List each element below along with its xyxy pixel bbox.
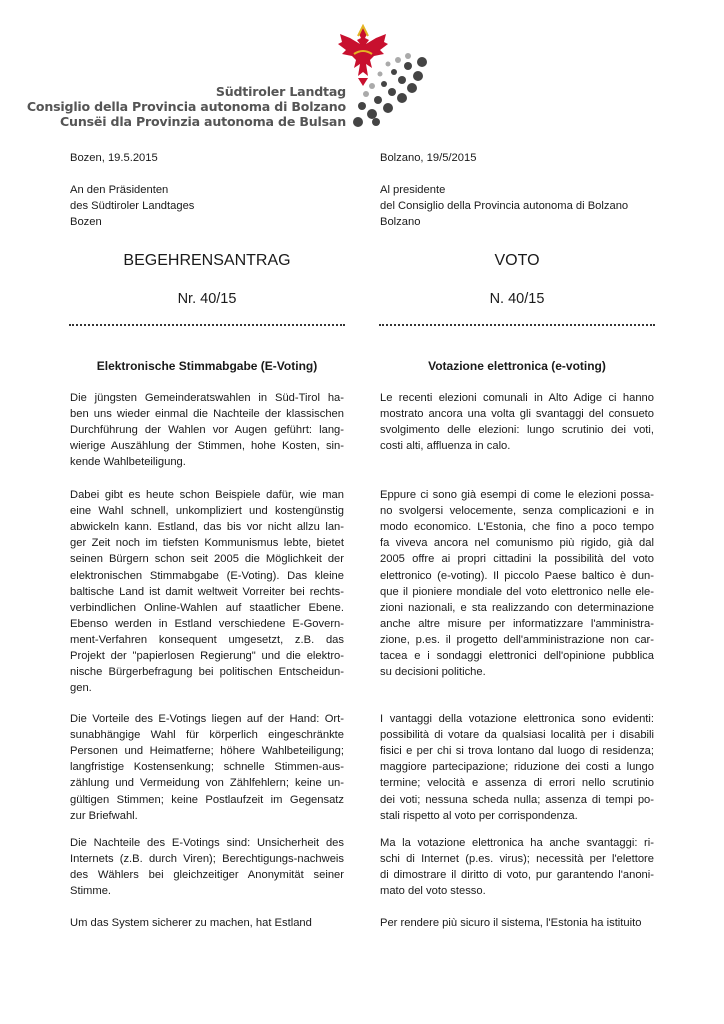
doc-type-de: BEGEHRENSANTRAG (123, 252, 291, 269)
address-de-1: An den Präsidenten (70, 184, 169, 196)
body-line: stali rispetto al voto per corrispondenza. (380, 809, 578, 822)
body-line: Projekt der "papierlosen Regierung" und die elektro- (70, 650, 344, 662)
body-line: modo economico. L'Estonia, che fino a poco tempo (380, 521, 654, 534)
body-line: elettronico (e-voting). Il piccolo Paese baltico è dun- (380, 569, 654, 582)
body-line: no svolgersi velocemente, senza complicazioni e in (380, 505, 654, 518)
body-line: tacea e i sondaggi elettronici dell'opinione pubblica (380, 650, 654, 662)
address-de-3: Bozen (70, 216, 102, 228)
body-line: fa viveva ancora nel comunismo più rigido, già dal (380, 537, 654, 550)
body-line: langfristige Kostensenkung; schnelle Stimmen-aus- (70, 761, 344, 774)
body-line: Le recenti elezioni comunali in Alto Adige ci hanno (380, 392, 654, 404)
body-line: zione, p.es. il progetto dell'amministrazione non car- (380, 633, 654, 646)
subject-it: Votazione elettronica (e-voting) (428, 359, 606, 373)
body-line: ben uns wieder einmal die Nachteile der klassischen (70, 408, 344, 421)
body-line: baltische Land ist damit weltweit Vorreiter bei rechts- (70, 585, 344, 598)
body-line: di dimostrare il diritto di voto, pur garantendo l'anoni- (380, 869, 654, 882)
address-it-3: Bolzano (380, 216, 421, 228)
body-line: Ebenso werden in Estland verschiedene E-Govern- (70, 617, 344, 630)
body-line: svolgimento delle elezioni: lungo scrutinio dei voti, (380, 424, 654, 437)
body-line: gen. (70, 682, 92, 695)
body-line: wierige Auszählung der Stimmen, hohe Kosten, sin- (70, 440, 344, 453)
body-line: possibilità di votare da qualsiasi località per i disabili (380, 729, 654, 742)
body-line: Die jüngsten Gemeinderatswahlen in Süd-Tirol ha- (70, 392, 344, 404)
body-line: anche altre misure per informatizzare l'amministra- (380, 617, 654, 630)
body-line: termine; velocità e assenza di errori nello scrutinio (380, 777, 654, 790)
body-line: Eppure ci sono già esempi di come le elezioni possa- (380, 489, 654, 501)
body-line: maggiore partecipazione; riduzione dei costi a lungo (380, 761, 654, 774)
body-line: sunabhängige Wahl für körperlich eingeschränkte (70, 729, 344, 742)
body-line: que il pioniere mondiale del voto elettronico nelle ele- (380, 585, 654, 598)
doc-number-de: Nr. 40/15 (177, 291, 237, 307)
body-line: ment-Verfahren konsequent umgesetzt, z.B. das (70, 633, 344, 646)
address-de-2: des Südtiroler Landtages (70, 200, 195, 212)
dotted-divider-de (69, 324, 345, 326)
body-line: Stimme. (70, 885, 112, 898)
body-line: zur Briefwahl. (70, 809, 138, 822)
address-it-2: del Consiglio della Provincia autonoma di Bolzano (380, 200, 629, 212)
body-line: Dabei gibt es heute schon Beispiele dafür, wie man (70, 489, 344, 501)
body-line: Internets (z.B. durch Viren); Berechtigungs-nachweis (70, 853, 344, 866)
institution-line-it: Consiglio della Provincia autonoma di Bolzano (26, 99, 346, 114)
body-line: 2005 offre ai propri cittadini la possibilità del voto (380, 553, 654, 566)
body-line: I vantaggi della votazione elettronica sono evidenti: (380, 713, 654, 725)
body-line: Personen und Heimatferne; höhere Wahlbeteiligung; (70, 745, 344, 758)
institution-name (27, 84, 346, 129)
body-line: eine Wahl schnell, unkompliziert und kostengünstig (70, 505, 344, 518)
body-line: abwickeln kann. Estland, das bis vor nicht allzu lan- (70, 521, 344, 534)
body-line: dei voti; nessuna scheda nulla; assenza di tempi po- (380, 793, 654, 806)
body-line: schi di Internet (p.es. virus); necessità per l'elettore (380, 853, 654, 866)
body-line: ger Zeit noch im tiefsten Kommunismus lebte, bietet (70, 537, 344, 550)
body-line: mostrato ancora una volta gli svantaggi del consueto (380, 408, 654, 421)
dotted-divider-it (379, 324, 655, 326)
body-line: costi alti, affluenza in calo. (380, 440, 511, 453)
body-line: Die Nachteile des E-Votings sind: Unsicherheit des (70, 837, 344, 849)
institution-line-de: Südtiroler Landtag (215, 84, 346, 99)
doc-type-it: VOTO (494, 252, 540, 269)
body-line: mato del voto stesso. (380, 885, 486, 898)
body-line: Per rendere più sicuro il sistema, l'Estonia ha istituito (380, 917, 642, 929)
body-line: Die Vorteile des E-Votings liegen auf der Hand: Ort- (70, 713, 344, 725)
body-line: elektronischen Stimmabgabe (E-Voting). Das kleine (70, 569, 344, 582)
body-line: Ma la votazione elettronica ha anche svantaggi: ri- (380, 837, 654, 849)
body-line: fisici e per chi si trova lontano dal luogo di residenza; (380, 745, 654, 758)
body-line: seinen Bürgern schon seit 2005 die Möglichkeit der (70, 553, 344, 566)
body-line: verbindlichen Online-Wahlen auf staatlicher Ebene. (70, 601, 344, 614)
doc-number-it: N. 40/15 (489, 291, 545, 307)
subject-de: Elektronische Stimmabgabe (E-Voting) (96, 359, 318, 373)
body-line: Durchführung der Wahlen vor Augen geführt: lang- (70, 424, 344, 437)
body-line: nische Bürgerbefragung bei politischen Entscheidun- (70, 666, 344, 679)
address-it-1: Al presidente (380, 184, 446, 196)
body-line: zioni nazionali, e sta realizzando con determinazione (380, 601, 654, 614)
institution-line-lad: Cunsëi dla Provinzia autonoma de Bulsan (60, 114, 346, 129)
body-line: Um das System sicherer zu machen, hat Estland (70, 917, 312, 929)
dot-pattern-logo (352, 52, 432, 128)
body-line: kende Wahlbeteiligung. (70, 456, 186, 469)
body-line: zählung und Vermeidung von Zählfehlern; keine un- (70, 777, 344, 790)
body-line: gültigen Stimmen; keine Postlaufzeit im Gegensatz (70, 793, 344, 806)
body-line: su decisioni politiche. (380, 666, 486, 679)
body-line: des Wählers bei gleichzeitiger Anonymität seiner (70, 869, 344, 882)
date-it: Bolzano, 19/5/2015 (380, 152, 477, 164)
date-de: Bozen, 19.5.2015 (70, 152, 158, 164)
